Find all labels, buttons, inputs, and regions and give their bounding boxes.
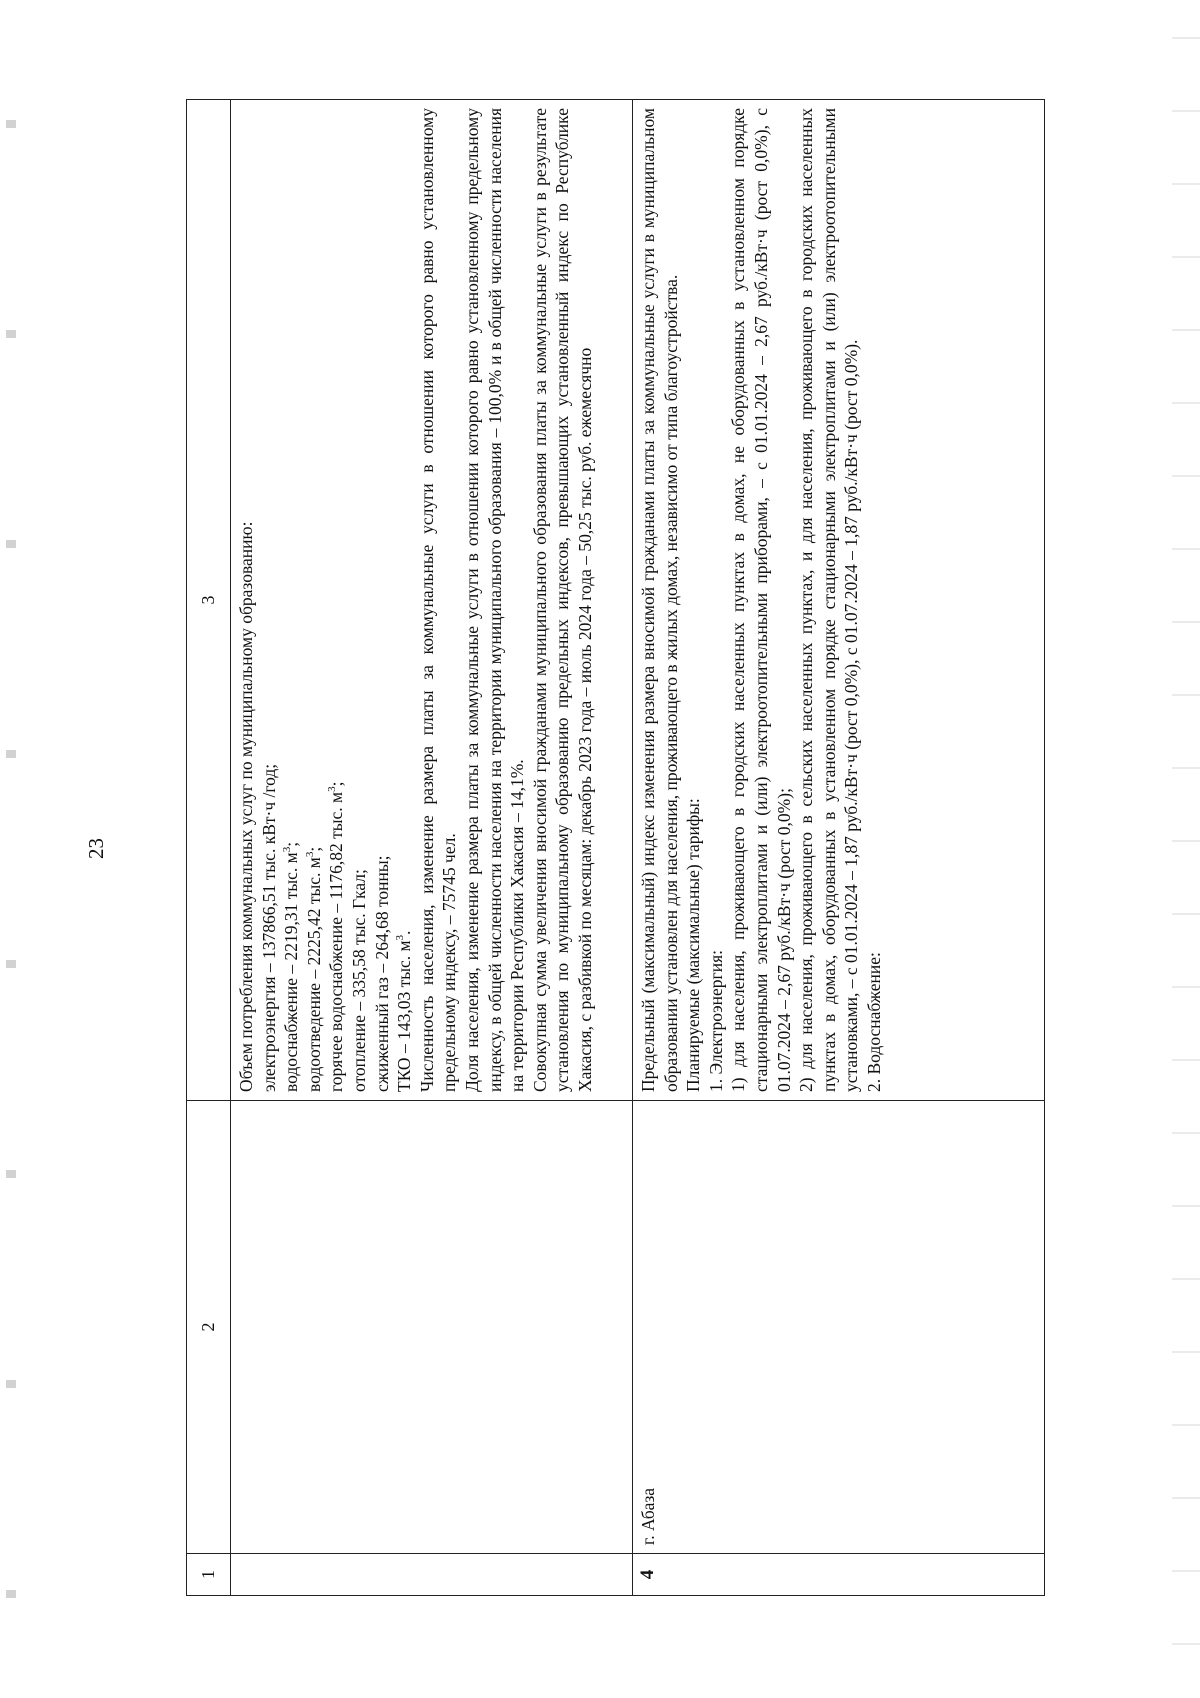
row-number [231, 1554, 633, 1596]
row-description [231, 100, 633, 1101]
text-line: сжиженный газ – 264,68 тонны; [371, 855, 392, 1092]
row-municipality: г. Абаза [633, 1101, 1045, 1554]
page-number: 23 [84, 838, 108, 859]
text-line: электроэнергия – 137866,51 тыс. кВт·ч /год; [258, 763, 279, 1092]
scan-artifact-left [6, 0, 16, 1698]
text-line: 1) для населения, проживающего в городских населенных пунктах в домах, не оборудованных в установленном порядке стационарными электроплитами и (или) электроотопительными приборами, – с 01.01.2024 – 2,67 руб./кВт·ч (рост 0,0%), с 01.07.2024 – 2,67 руб./кВт·ч (рост 0,0%); [728, 108, 794, 1092]
row-municipality [231, 1101, 633, 1554]
text-line: 1. Электроэнергия: [705, 949, 726, 1092]
table-header-row [187, 100, 231, 1596]
header-col-3: 3 [187, 100, 231, 1101]
text-line: Предельный (максимальный) индекс изменения размера вносимой гражданами платы за коммунальные услуги в муниципальном образовании установлен для населения, проживающего в жилых домах, независимо от типа благоустройства. [638, 108, 681, 1092]
text-line: горячее водоснабжение – 1176,82 тыс. $м^3$; [326, 781, 347, 1092]
text-line: водоотведение – 2225,42 тыс. $м^3$; [303, 846, 324, 1092]
text-line: Совокупная сумма увеличения вносимой гражданами муниципального образования платы за коммунальные услуги в результате установления по муниципальному образованию предельных индексов, превышающих установленный индекс по Республике Хакасия, с разбивкой по месяцам: декабрь 2023 года – июль 2024 года – 50,25 тыс. руб. ежемесячно [529, 108, 595, 1092]
row-description [633, 100, 1045, 1101]
data-table [186, 99, 1045, 1596]
scan-artifact-right [1172, 0, 1200, 1698]
text-line: Численность населения, изменение размера платы за коммунальные услуги в отношении которого равно установленному предельному индексу, – 75745 чел. [416, 108, 460, 1092]
text-line: водоснабжение – 2219,31 тыс. $м^3$; [281, 841, 302, 1092]
rotated-page-content [186, 100, 1045, 1596]
table-row-4 [633, 100, 1045, 1596]
text-line: Объем потребления коммунальных услуг по муниципальному образованию: [236, 521, 256, 1092]
text-line: Планируемые (максимальные) тарифы: [683, 798, 704, 1092]
text-line: отопление – 335,58 тыс. Гкал; [348, 869, 369, 1092]
table-row-continued [231, 100, 633, 1596]
text-line: ТКО – 143,03 тыс. $м^3$. [394, 930, 415, 1092]
text-line: 2. Водоснабжение: [863, 952, 884, 1092]
row-number: 4 [633, 1554, 1045, 1596]
header-col-2: 2 [187, 1101, 231, 1554]
header-col-1: 1 [187, 1554, 231, 1596]
text-line: Доля населения, изменение размера платы за коммунальные услуги в отношении которого равно установленному предельному индексу, в общей численности населения на территории муниципального образования – 100,0% и в общей численности населения на территории Республики Хакасия – 14,1%. [461, 108, 528, 1092]
text-line: 2) для населения, проживающего в сельских населенных пунктах, и для населения, проживающего в городских населенных пунктах в домах, оборудованных в установленном порядке стационарными электроплитами и (или) электроотопительными установками, – с 01.01.2024 – 1,87 руб./кВт·ч (рост 0,0%), с 01.07.2024 – 1,87 руб./кВт·ч (рост 0,0%). [796, 108, 862, 1092]
